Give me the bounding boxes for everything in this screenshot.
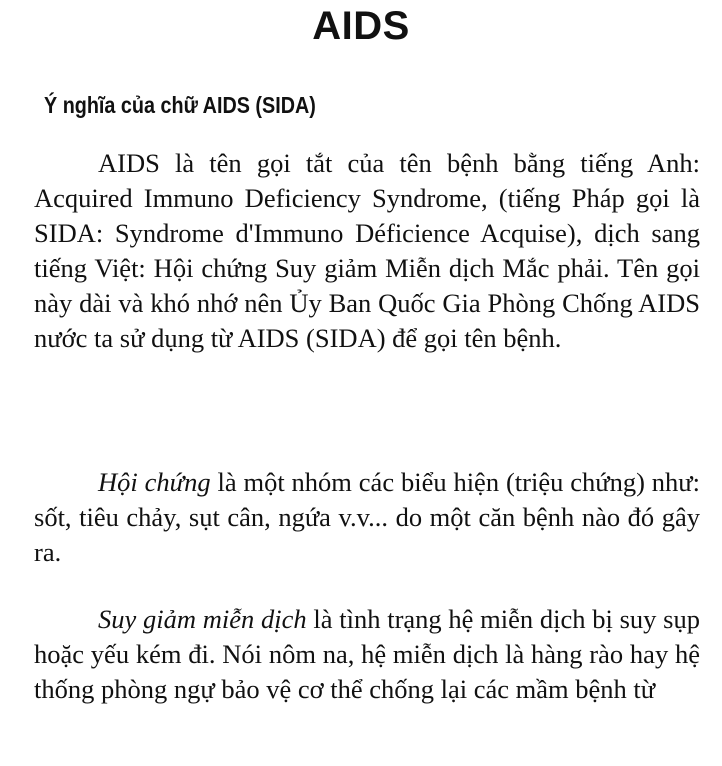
italic-term: Suy giảm miễn dịch xyxy=(98,604,307,634)
paragraph-body: AIDS là tên gọi tắt của tên bệnh bằng tiếng Anh: Acquired Immuno Deficiency Syndrome, (tiếng Pháp gọi là SIDA: Syndrome d'Immuno Déficience Acquise), dịch sang tiếng Việt: Hội chứng Suy giảm Miễn dịch Mắc phải. Tên gọi này dài và khó nhớ nên Ủy Ban Quốc Gia Phòng Chống AIDS nước ta sử dụng từ AIDS (SIDA) để gọi tên bệnh. xyxy=(34,148,700,353)
paragraph-text xyxy=(34,146,700,356)
paragraph-body: là một nhóm các biểu hiện (triệu chứng) như: sốt, tiêu chảy, sụt cân, ngứa v.v... do một căn bệnh nào đó gây ra. xyxy=(34,467,700,567)
page-title: AIDS xyxy=(312,4,410,48)
paragraph-text xyxy=(34,465,700,570)
paragraph-text xyxy=(34,602,700,707)
paragraph-aids-meaning xyxy=(34,146,700,356)
italic-term: Hội chứng xyxy=(98,467,211,497)
section-heading: Ý nghĩa của chữ AIDS (SIDA) xyxy=(44,92,316,118)
paragraph-body: là tình trạng hệ miễn dịch bị suy sụp hoặc yếu kém đi. Nói nôm na, hệ miễn dịch là hàng rào hay hệ thống phòng ngự bảo vệ cơ thể chống lại các mầm bệnh từ xyxy=(34,604,700,704)
paragraph-immunodeficiency-definition xyxy=(34,602,700,707)
paragraph-syndrome-definition xyxy=(34,465,700,570)
